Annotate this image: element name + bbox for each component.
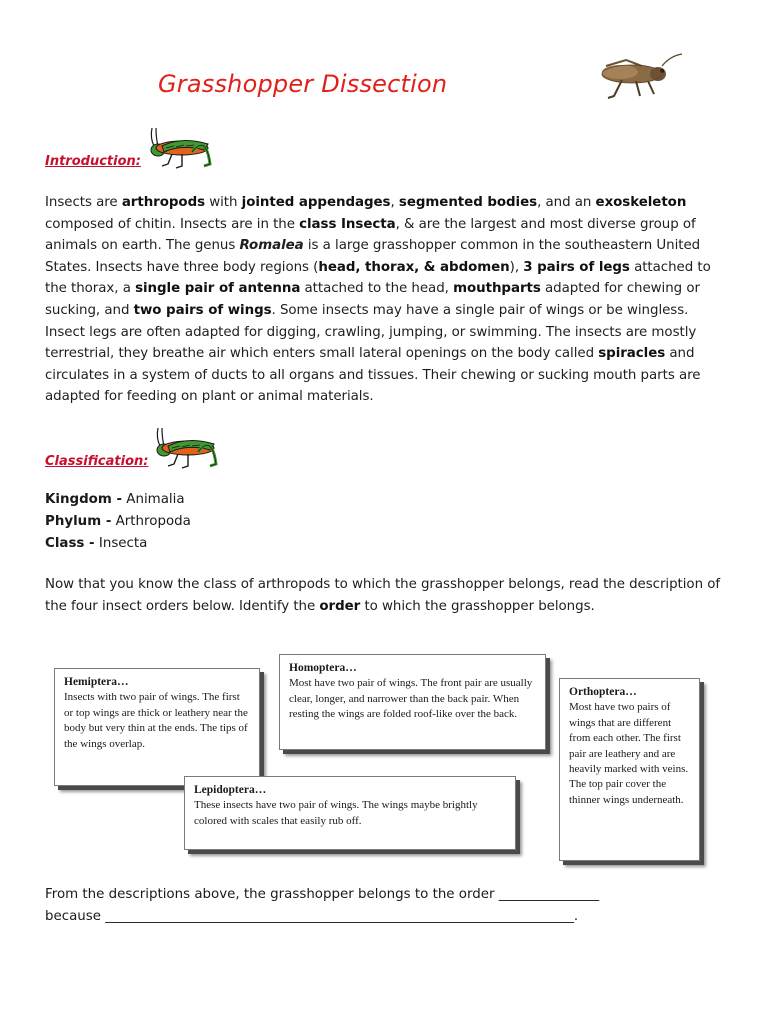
- intro-text: , & are the largest and most diverse group of animals on earth. The genus: [45, 216, 696, 254]
- answer-order-line[interactable]: From the descriptions above, the grasshopper belongs to the order _______________: [45, 887, 600, 902]
- intro-text: attached to the head,: [300, 281, 454, 297]
- phylum-value: Arthropoda: [111, 514, 191, 529]
- intro-bold: arthropods: [121, 195, 206, 210]
- page-title: Grasshopper Dissection: [158, 70, 448, 98]
- intro-bold: spiracles: [598, 346, 666, 362]
- intro-bold: segmented bodies: [398, 195, 538, 210]
- intro-bold: head, thorax, & abdomen: [318, 259, 510, 275]
- grasshopper-clipart-icon: [148, 424, 220, 470]
- intro-bold: class Insecta: [299, 216, 396, 232]
- order-description: Most have two pairs of wings that are different from each other. The first pair are leathery and are heavily marked with veins. The top pair cover the thinner wings underneath.: [569, 701, 689, 806]
- introduction-paragraph: [45, 192, 725, 408]
- intro-text: is a large grasshopper common in the southeastern United States. Insects have three body regions (: [45, 238, 701, 275]
- order-title: Homoptera…: [289, 662, 357, 674]
- class-line: [45, 536, 147, 551]
- intro-text: ),: [509, 259, 524, 275]
- grasshopper-clipart-icon: [142, 124, 214, 170]
- phylum-line: [45, 514, 191, 529]
- introduction-colon: :: [135, 154, 141, 169]
- instructions-text: to which the grasshopper belongs.: [360, 598, 595, 614]
- order-box-homoptera: [279, 654, 546, 750]
- order-description: Insects with two pair of wings. The first or top wings are thick or leathery near the body but very thin at the ends. The tips of the wings overlap.: [64, 691, 248, 750]
- introduction-heading-text: Introduction: [45, 154, 136, 169]
- intro-bold: single pair of antenna: [135, 281, 301, 297]
- order-title: Hemiptera…: [64, 676, 129, 688]
- order-box-lepidoptera: [184, 776, 516, 850]
- grasshopper-photo-icon: [592, 52, 684, 102]
- answer-because-line[interactable]: because ______________________________________________________________________.: [45, 909, 579, 924]
- intro-text: attached to the thorax, a: [45, 259, 711, 297]
- order-title: Orthoptera…: [569, 686, 637, 698]
- order-box-hemiptera: [54, 668, 260, 786]
- instructions-text: Now that you know the class of arthropods to which the grasshopper belongs, read the description of the four insect orders below. Identify the: [45, 577, 721, 614]
- intro-text: ,: [390, 195, 399, 210]
- intro-text: and circulates in a system of ducts to all organs and tissues. Their chewing or sucking mouth parts are adapted for feeding on plant or animal materials.: [45, 346, 701, 405]
- intro-bold: two pairs of wings: [133, 302, 272, 318]
- kingdom-value: Animalia: [122, 492, 185, 507]
- intro-genus: Romalea: [239, 238, 304, 254]
- instructions-bold: order: [319, 598, 361, 614]
- intro-text: Insects are: [45, 195, 122, 210]
- intro-bold: exoskeleton: [595, 195, 687, 210]
- intro-text: with: [205, 195, 242, 210]
- class-label: Class -: [45, 536, 95, 551]
- order-description: Most have two pair of wings. The front pair are usually clear, longer, and narrower than the back pair. When resting the wings are folded roof-like over the back.: [289, 677, 533, 721]
- introduction-heading: [45, 154, 141, 169]
- order-title: Lepidoptera…: [194, 784, 267, 796]
- intro-bold: 3 pairs of legs: [523, 259, 630, 275]
- order-box-orthoptera: [559, 678, 700, 861]
- classification-colon: :: [143, 454, 149, 469]
- intro-text: , and an: [537, 195, 596, 210]
- kingdom-label: Kingdom -: [45, 492, 123, 507]
- order-description: These insects have two pair of wings. The wings maybe brightly colored with scales that easily rub off.: [194, 799, 478, 827]
- kingdom-line: [45, 492, 185, 507]
- intro-bold: mouthparts: [453, 281, 541, 297]
- phylum-label: Phylum -: [45, 514, 112, 529]
- classification-heading: [45, 454, 148, 469]
- class-value: Insecta: [94, 536, 148, 551]
- intro-text: . Some insects may have a single pair of wings or be wingless. Insect legs are often adapted for digging, crawling, jumping, or swimming. The insects are mostly terrestrial, they breathe air which enters small lateral openings on the body called: [45, 302, 697, 362]
- instructions-paragraph: [45, 574, 725, 617]
- intro-text: composed of chitin. Insects are in the: [45, 216, 300, 232]
- intro-text: adapted for chewing or sucking, and: [45, 281, 700, 318]
- classification-heading-text: Classification: [45, 454, 144, 469]
- intro-bold: jointed appendages: [241, 195, 391, 210]
